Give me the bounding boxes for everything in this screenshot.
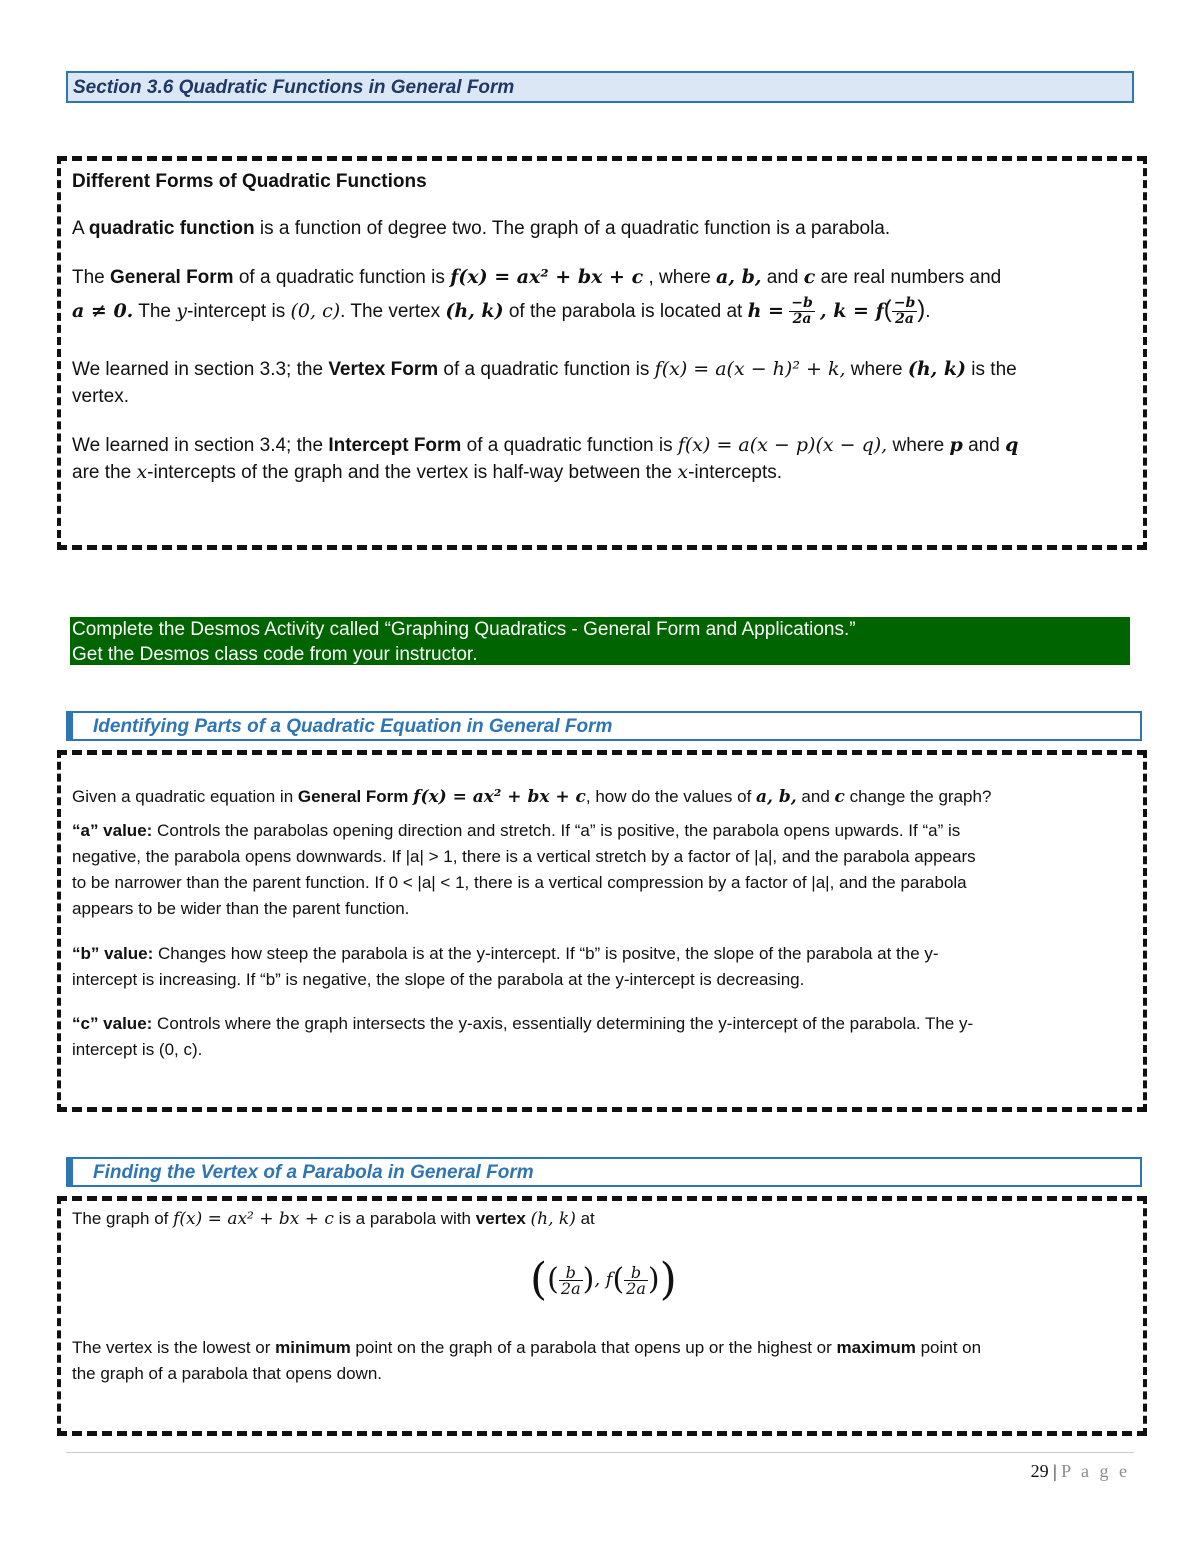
vertex-h-fraction: $\frac{-b}{2a}$ (791, 295, 813, 328)
vertex-statement: The graph of f(x) = ax² + bx + c is a parabola with vertex (h, k) at (72, 1209, 595, 1229)
vertex-k-fraction: $\frac{-b}{2a}$ (893, 295, 916, 328)
forms-paragraph-1: A quadratic function is a function of degree two. The graph of a quadratic function is a parabola. (72, 218, 891, 239)
b-value-paragraph: “b” value: Changes how steep the parabola is at the y-intercept. If “b” is positve, the slope of the parabola at the y- intercept is increasing. If “b” is negative, the slope of the parabola at the y-intercept is decreasing. (72, 944, 939, 989)
vertex-formula: (( $\frac{b}{2a}$ ), f( $\frac{b}{2a}$ )) (530, 1254, 677, 1305)
section-title: Section 3.6 Quadratic Functions in General Form (66, 71, 1134, 103)
vertex-y-fraction: $\frac{b}{2a}$ (626, 1262, 646, 1298)
desmos-activity-banner (70, 617, 1130, 665)
forms-paragraph-2b: a ≠ 0. The y-intercept is (0, c). The vertex (h, k) of the parabola is located at h = $\frac{-b}{2a}$ , k = f( $\frac{-b}{2a}$ ). (72, 295, 931, 328)
footer-divider (66, 1452, 1134, 1453)
vertex-min-max-paragraph: The vertex is the lowest or minimum point on the graph of a parabola that opens up or the highest or maximum point on the graph of a parabola that opens down. (72, 1338, 982, 1383)
forms-paragraph-4: We learned in section 3.4; the Intercept Form of a quadratic function is f(x) = a(x − p)(x − q), where p and q are the x-intercepts of the graph and the vertex is half-way between the x-intercepts. (72, 434, 1019, 483)
page-number: 29 (1030, 1461, 1049, 1481)
forms-heading: Different Forms of Quadratic Functions (72, 171, 427, 192)
desmos-line-1: Complete the Desmos Activity called “Graphing Quadratics - General Form and Applications.” (72, 619, 856, 640)
general-form-question: Given a quadratic equation in General Form f(x) = ax² + bx + c, how do the values of a, b, and c change the graph? (72, 787, 992, 807)
vertex-x-fraction: $\frac{b}{2a}$ (560, 1262, 581, 1298)
section2-title: Identifying Parts of a Quadratic Equation in General Form (66, 711, 1142, 741)
page-label: P a g e (1061, 1461, 1130, 1481)
page-footer: 29 | P a g e (1030, 1461, 1130, 1481)
a-value-paragraph: “a” value: Controls the parabolas opening direction and stretch. If “a” is positive, the parabola opens upwards. If “a” is negative, the parabola opens downwards. If |a| > 1, there is a vertical stretch by a factor of |a|, and the parabola appears to be narrower than the parent function. If 0 < |a| < 1, there is a vertical compression by a factor of |a|, and the parabola appears to be wider than the parent function. (72, 821, 976, 918)
section3-title: Finding the Vertex of a Parabola in General Form (66, 1157, 1142, 1187)
c-value-paragraph: “c” value: Controls where the graph intersects the y-axis, essentially determining the y-intercept of the parabola. The y- intercept is (0, c). (72, 1014, 974, 1059)
desmos-line-2: Get the Desmos class code from your instructor. (72, 644, 478, 665)
vertex-box (57, 1196, 1147, 1436)
forms-paragraph-2: The General Form of a quadratic function is f(x) = ax² + bx + c , where a, b, and c are real numbers and (72, 266, 1002, 288)
forms-paragraph-3: We learned in section 3.3; the Vertex Form of a quadratic function is f(x) = a(x − h)² + k, where (h, k) is the vertex. (72, 358, 1017, 407)
